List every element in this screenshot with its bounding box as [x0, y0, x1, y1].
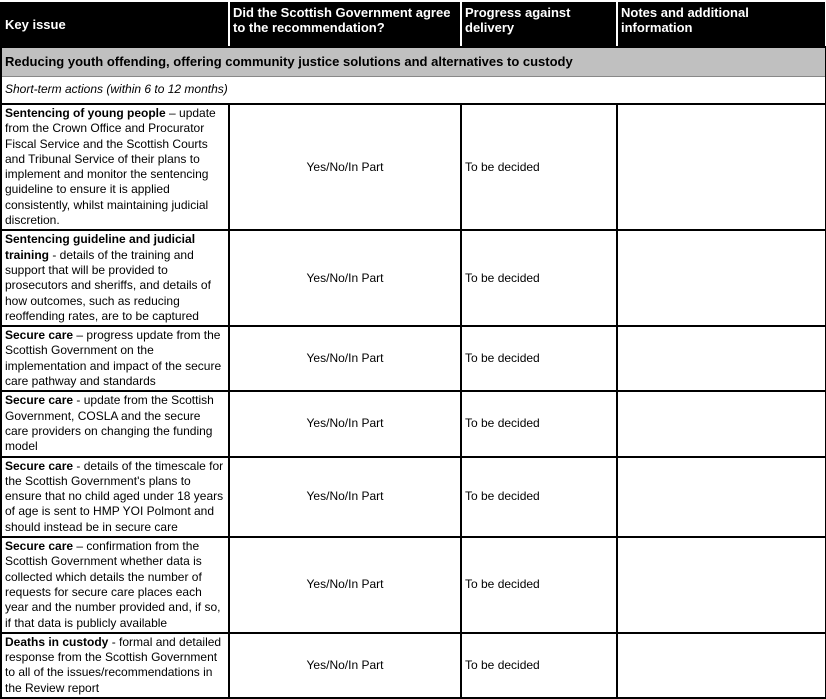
- table-row: [1, 391, 826, 456]
- key-issue-title: Sentencing guideline and judicial training: [5, 232, 196, 262]
- section-row: [1, 47, 826, 76]
- progress-cell[interactable]: To be decided: [461, 457, 617, 537]
- key-issue-title: Secure care: [5, 328, 74, 343]
- key-issue-text: - formal and detailed response from the Scottish Government to all of the issues/recommendations in the Review report: [5, 634, 222, 695]
- key-issue-cell: [1, 457, 229, 537]
- table-row: [1, 537, 826, 633]
- agree-cell[interactable]: Yes/No/In Part: [229, 230, 461, 326]
- table-row: [1, 633, 826, 698]
- header-agree: Did the Scottish Government agree to the recommendation?: [229, 1, 461, 47]
- agree-cell[interactable]: Yes/No/In Part: [229, 633, 461, 698]
- header-key-issue: Key issue: [1, 1, 229, 47]
- key-issue-title: Secure care: [5, 458, 74, 473]
- key-issue-cell: [1, 633, 229, 698]
- key-issue-text: – update from the Crown Office and Procurator Fiscal Service and the Scottish Courts and Tribunal Service of their plans to implement and monitor the sentencing guideline to ensure it is applied consistently, whilst maintaining judicial discretion.: [5, 106, 216, 228]
- notes-cell[interactable]: [617, 326, 826, 391]
- agree-cell[interactable]: Yes/No/In Part: [229, 391, 461, 456]
- table-row: [1, 326, 826, 391]
- progress-cell[interactable]: To be decided: [461, 104, 617, 230]
- key-issue-cell: [1, 391, 229, 456]
- notes-cell[interactable]: [617, 230, 826, 326]
- key-issue-cell: [1, 537, 229, 633]
- notes-cell[interactable]: [617, 457, 826, 537]
- progress-cell[interactable]: To be decided: [461, 633, 617, 698]
- agree-cell[interactable]: Yes/No/In Part: [229, 326, 461, 391]
- key-issue-title: Deaths in custody: [5, 634, 109, 649]
- key-issue-text: - update from the Scottish Government, COSLA and the secure care providers on changing the funding model: [5, 393, 214, 454]
- table-row: [1, 457, 826, 537]
- progress-cell[interactable]: To be decided: [461, 537, 617, 633]
- key-issue-title: Secure care: [5, 393, 74, 408]
- notes-cell[interactable]: [617, 104, 826, 230]
- key-issue-title: Secure care: [5, 539, 74, 554]
- key-issue-cell: [1, 326, 229, 391]
- key-issue-text: – confirmation from the Scottish Government whether data is collected which details the number of requests for secure care places each year and the number provided and, if so, if that data is publicly available: [5, 539, 221, 630]
- key-issue-text: – progress update from the Scottish Government on the implementation and impact of the secure care pathway and standards: [5, 328, 222, 389]
- progress-cell[interactable]: To be decided: [461, 391, 617, 456]
- progress-cell[interactable]: To be decided: [461, 326, 617, 391]
- table-row: [1, 104, 826, 230]
- key-issue-text: - details of the timescale for the Scottish Government's plans to ensure that no child aged under 18 years of age is sent to HMP YOI Polmont and should instead be in secure care: [5, 458, 224, 534]
- key-issue-text: - details of the training and support that will be provided to prosecutors and sheriffs, and details of how outcomes, such as reducing reoffending rates, are to be captured: [5, 247, 211, 323]
- key-issue-cell: [1, 104, 229, 230]
- notes-cell[interactable]: [617, 391, 826, 456]
- subsection-row: [1, 76, 826, 104]
- table-row: [1, 230, 826, 326]
- notes-cell[interactable]: [617, 633, 826, 698]
- subsection-title: Short-term actions (within 6 to 12 months): [1, 76, 826, 104]
- header-row: [1, 1, 826, 47]
- header-progress: Progress against delivery: [461, 1, 617, 47]
- key-issue-cell: [1, 230, 229, 326]
- progress-cell[interactable]: To be decided: [461, 230, 617, 326]
- agree-cell[interactable]: Yes/No/In Part: [229, 104, 461, 230]
- header-notes: Notes and additional information: [617, 1, 826, 47]
- key-issue-title: Sentencing of young people: [5, 106, 166, 120]
- agree-cell[interactable]: Yes/No/In Part: [229, 537, 461, 633]
- agree-cell[interactable]: Yes/No/In Part: [229, 457, 461, 537]
- notes-cell[interactable]: [617, 537, 826, 633]
- section-title: Reducing youth offending, offering community justice solutions and alternatives to custody: [1, 47, 826, 76]
